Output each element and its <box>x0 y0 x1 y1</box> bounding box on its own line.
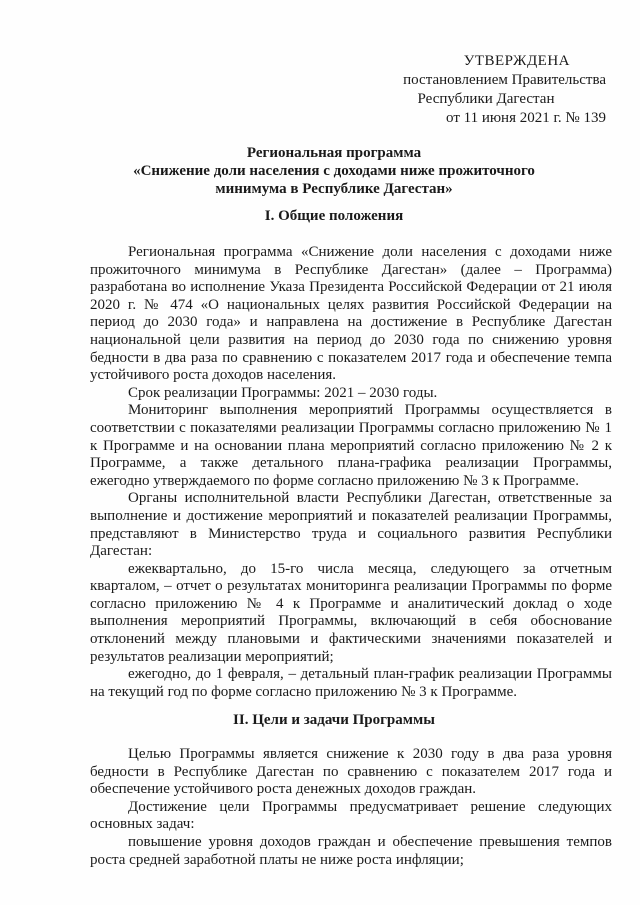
program-title <box>80 144 588 198</box>
approval-heading: УТВЕРЖДЕНА <box>463 53 570 69</box>
paragraph: Срок реализации Программы: 2021 – 2030 годы. <box>128 384 438 401</box>
program-title-line-1: Региональная программа <box>246 145 422 161</box>
paragraph: повышение уровня доходов граждан и обеспечение превышения темпов роста средней заработной платы не ниже роста инфляции; <box>90 833 612 868</box>
program-title-line-3: минимума в Республике Дагестан» <box>215 181 453 197</box>
paragraph: Органы исполнительной власти Республики Дагестан, ответственные за выполнение и достижение мероприятий и показателей реализации Программы, представляют в Министерство труда и социального развития Республики Дагестан: <box>90 490 612 560</box>
section-1-body <box>90 244 612 701</box>
approval-stamp <box>366 52 606 128</box>
section-2-body <box>90 746 612 869</box>
paragraph: Мониторинг выполнения мероприятий Программы осуществляется в соответствии с показателями реализации Программы согласно приложению № 1 к Программе и на основании плана мероприятий согласно приложению № 2 к Программе, а также детального плана-графика реализации Программы, ежегодно утверждаемого по форме согласно приложению № 3 к Программе. <box>90 402 612 489</box>
paragraph: ежегодно, до 1 февраля, – детальный план-график реализации Программы на текущий год по форме согласно приложению № 3 к Программе. <box>90 666 612 700</box>
approval-date: от 11 июня 2021 г. № 139 <box>446 110 606 126</box>
section-2-heading: II. Цели и задачи Программы <box>233 712 435 728</box>
paragraph: ежеквартально, до 15-го числа месяца, следующего за отчетным кварталом, – отчет о результатах мониторинга реализации Программы по форме согласно приложению № 4 к Программе и аналитический доклад о ходе выполнения мероприятий Программы, включающий в себя обоснование отклонений между плановыми и фактическими значениями показателей и результатов реализации мероприятий; <box>90 560 612 665</box>
paragraph: Достижение цели Программы предусматривает решение следующих основных задач: <box>90 798 612 833</box>
section-1-heading: I. Общие положения <box>264 208 404 224</box>
approval-decree: постановлением Правительства <box>403 72 606 88</box>
paragraph: Целью Программы является снижение к 2030 году в два раза уровня бедности в Республике Дагестан по сравнению с показателем 2017 года и обеспечение устойчивого роста денежных доходов граждан. <box>90 746 612 798</box>
approval-republic: Республики Дагестан <box>417 91 555 107</box>
paragraph: Региональная программа «Снижение доли населения с доходами ниже прожиточного минимума в Республике Дагестан» (далее – Программа) разработана во исполнение Указа Президента Российской Федерации от 21 июля 2020 г. № 474 «О национальных целях развития Российской Федерации на период до 2030 года» и направлена на достижение в Республике Дагестан национальной цели развития на период до 2030 года по снижению уровня бедности в два раза по сравнению с показателем 2017 года и обеспечение темпа устойчивого роста доходов населения. <box>90 244 612 384</box>
program-title-line-2: «Снижение доли населения с доходами ниже прожиточного <box>133 163 535 179</box>
